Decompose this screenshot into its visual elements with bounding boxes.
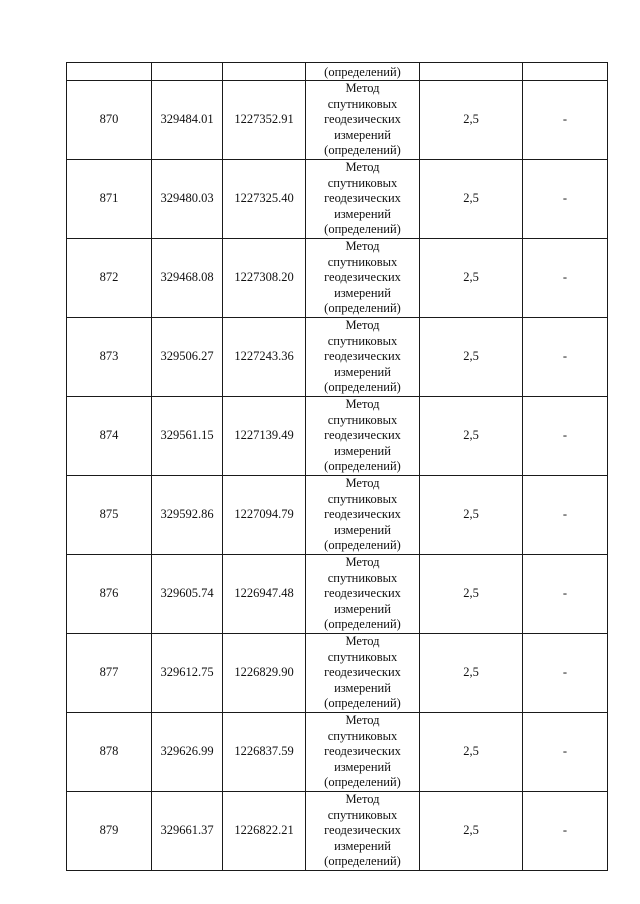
table-row (67, 555, 608, 634)
y-coordinate-cell: 1227094.79 (223, 476, 306, 555)
method-line: (определений) (324, 143, 401, 158)
y-coordinate-cell: 1227308.20 (223, 239, 306, 318)
method-line: геодезических (324, 507, 401, 522)
table-row (67, 792, 608, 871)
method-line: измерений (334, 206, 391, 221)
note-cell: - (523, 476, 608, 555)
point-number-cell: 874 (67, 397, 152, 476)
accuracy-cell: 2,5 (420, 713, 523, 792)
accuracy-cell: 2,5 (420, 318, 523, 397)
y-coordinate-cell: 1226829.90 (223, 634, 306, 713)
table-row (67, 476, 608, 555)
method-line: (определений) (324, 696, 401, 711)
method-line: Метод (345, 160, 380, 175)
method-line: Метод (345, 713, 380, 728)
point-number-cell: 876 (67, 555, 152, 634)
continuation-row (67, 63, 608, 81)
x-coordinate-cell: 329561.15 (152, 397, 223, 476)
method-tail-cell: (определений) (306, 63, 420, 81)
y-coordinate-cell: 1227243.36 (223, 318, 306, 397)
method-line: измерений (334, 127, 391, 142)
cell-empty (152, 63, 223, 81)
y-coordinate-cell: 1227352.91 (223, 81, 306, 160)
table-row (67, 239, 608, 318)
note-cell: - (523, 713, 608, 792)
method-cell (306, 555, 420, 634)
method-cell (306, 634, 420, 713)
method-line: (определений) (324, 617, 401, 632)
method-cell (306, 160, 420, 239)
note-cell: - (523, 318, 608, 397)
method-line: геодезических (324, 349, 401, 364)
point-number-cell: 872 (67, 239, 152, 318)
method-line: измерений (334, 285, 391, 300)
table-row (67, 713, 608, 792)
method-line: измерений (334, 601, 391, 616)
note-cell: - (523, 792, 608, 871)
method-cell (306, 318, 420, 397)
method-line: (определений) (324, 538, 401, 553)
point-number-cell: 871 (67, 160, 152, 239)
method-line: измерений (334, 838, 391, 853)
method-line: Метод (345, 792, 380, 807)
cell-empty (223, 63, 306, 81)
note-cell: - (523, 239, 608, 318)
method-line: Метод (345, 555, 380, 570)
point-number-cell: 875 (67, 476, 152, 555)
coordinates-table (66, 62, 608, 871)
method-line: Метод (345, 397, 380, 412)
method-line: измерений (334, 364, 391, 379)
x-coordinate-cell: 329480.03 (152, 160, 223, 239)
method-line: измерений (334, 522, 391, 537)
table-row (67, 160, 608, 239)
x-coordinate-cell: 329506.27 (152, 318, 223, 397)
method-cell (306, 81, 420, 160)
method-line: (определений) (324, 459, 401, 474)
y-coordinate-cell: 1226837.59 (223, 713, 306, 792)
accuracy-cell: 2,5 (420, 81, 523, 160)
table-row (67, 81, 608, 160)
method-line: геодезических (324, 428, 401, 443)
method-line: спутниковых (327, 491, 398, 506)
method-line: (определений) (324, 222, 401, 237)
method-line: измерений (334, 759, 391, 774)
method-line: (определений) (324, 380, 401, 395)
accuracy-cell: 2,5 (420, 555, 523, 634)
method-line: геодезических (324, 112, 401, 127)
method-line: геодезических (324, 823, 401, 838)
table-row (67, 397, 608, 476)
method-line: геодезических (324, 665, 401, 680)
y-coordinate-cell: 1226947.48 (223, 555, 306, 634)
method-cell (306, 476, 420, 555)
x-coordinate-cell: 329661.37 (152, 792, 223, 871)
note-cell: - (523, 160, 608, 239)
cell-empty (420, 63, 523, 81)
point-number-cell: 878 (67, 713, 152, 792)
accuracy-cell: 2,5 (420, 239, 523, 318)
accuracy-cell: 2,5 (420, 160, 523, 239)
method-line: (определений) (324, 301, 401, 316)
method-line: геодезических (324, 586, 401, 601)
y-coordinate-cell: 1227325.40 (223, 160, 306, 239)
method-cell (306, 239, 420, 318)
method-line: геодезических (324, 270, 401, 285)
method-line: (определений) (324, 854, 401, 869)
x-coordinate-cell: 329605.74 (152, 555, 223, 634)
x-coordinate-cell: 329612.75 (152, 634, 223, 713)
y-coordinate-cell: 1227139.49 (223, 397, 306, 476)
table-row (67, 318, 608, 397)
cell-empty (523, 63, 608, 81)
point-number-cell: 879 (67, 792, 152, 871)
x-coordinate-cell: 329626.99 (152, 713, 223, 792)
method-line: измерений (334, 680, 391, 695)
method-line: измерений (334, 443, 391, 458)
method-line: Метод (345, 81, 380, 96)
method-line: спутниковых (327, 333, 398, 348)
point-number-cell: 870 (67, 81, 152, 160)
method-line: Метод (345, 239, 380, 254)
accuracy-cell: 2,5 (420, 634, 523, 713)
method-line: (определений) (324, 775, 401, 790)
method-line: геодезических (324, 191, 401, 206)
table-row (67, 634, 608, 713)
point-number-cell: 877 (67, 634, 152, 713)
method-line: спутниковых (327, 807, 398, 822)
accuracy-cell: 2,5 (420, 792, 523, 871)
y-coordinate-cell: 1226822.21 (223, 792, 306, 871)
note-cell: - (523, 555, 608, 634)
method-line: Метод (345, 634, 380, 649)
note-cell: - (523, 634, 608, 713)
note-cell: - (523, 81, 608, 160)
method-line: спутниковых (327, 96, 398, 111)
note-cell: - (523, 397, 608, 476)
x-coordinate-cell: 329468.08 (152, 239, 223, 318)
method-line: спутниковых (327, 570, 398, 585)
point-number-cell: 873 (67, 318, 152, 397)
accuracy-cell: 2,5 (420, 397, 523, 476)
method-line: спутниковых (327, 175, 398, 190)
method-cell (306, 713, 420, 792)
method-line: спутниковых (327, 649, 398, 664)
method-cell (306, 792, 420, 871)
method-line: геодезических (324, 744, 401, 759)
accuracy-cell: 2,5 (420, 476, 523, 555)
method-line: спутниковых (327, 412, 398, 427)
cell-empty (67, 63, 152, 81)
method-line: Метод (345, 318, 380, 333)
table-body (67, 63, 608, 871)
method-cell (306, 397, 420, 476)
method-line: Метод (345, 476, 380, 491)
method-line: спутниковых (327, 728, 398, 743)
x-coordinate-cell: 329484.01 (152, 81, 223, 160)
x-coordinate-cell: 329592.86 (152, 476, 223, 555)
method-line: спутниковых (327, 254, 398, 269)
